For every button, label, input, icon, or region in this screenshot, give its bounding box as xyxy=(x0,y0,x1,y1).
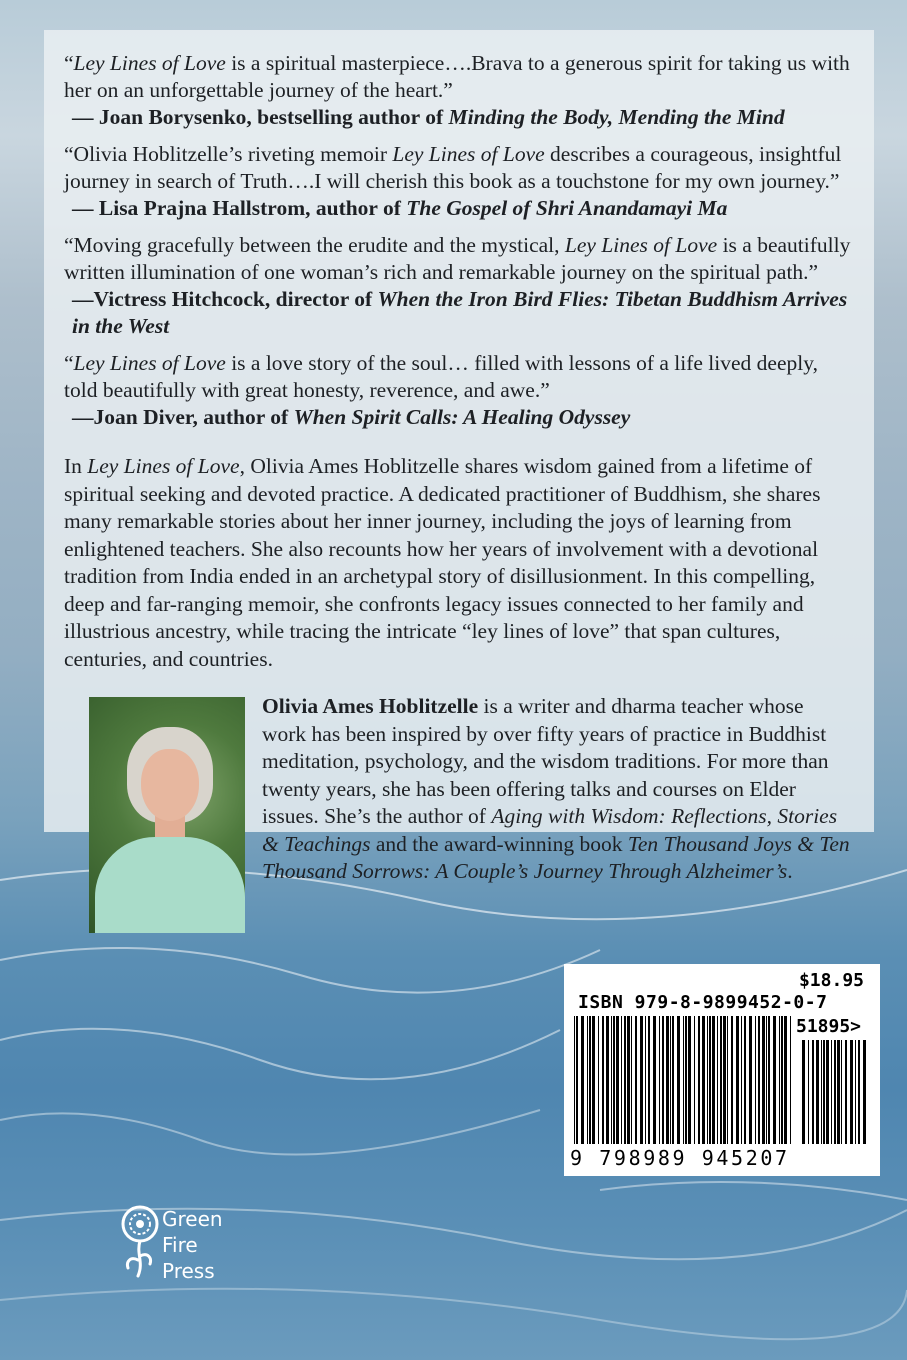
price-label: $18.95 xyxy=(798,970,864,991)
barcode-bar xyxy=(858,1040,860,1144)
barcode-bar xyxy=(834,1040,836,1144)
barcode-bar xyxy=(587,1016,588,1144)
isbn-label: ISBN 979-8-9899452-0-7 xyxy=(578,992,828,1013)
book-description-title: Ley Lines of Love xyxy=(87,454,240,478)
ean-digits: 9 798989 945207 xyxy=(570,1146,790,1170)
barcode-bar xyxy=(790,1016,791,1144)
barcode-bar xyxy=(727,1016,728,1144)
barcode-bar xyxy=(755,1016,756,1144)
barcode-bar xyxy=(712,1016,715,1144)
barcode-bar xyxy=(627,1016,630,1144)
barcode-bar xyxy=(698,1016,700,1144)
barcode-bar xyxy=(826,1040,829,1144)
barcode-bar xyxy=(688,1016,691,1144)
barcode-bar xyxy=(694,1016,695,1144)
quote-2: “Olivia Hoblitzelle’s riveting memoir Ley Lines of Love describes a courageous, insightful journey in search of Truth….I will cherish this book as a touchstone for my own journey.” — Lisa Prajna Hallstrom, author of The Gospel of Shri Anandamayi Ma xyxy=(64,141,852,222)
barcode-bar xyxy=(731,1016,733,1144)
barcode-bar xyxy=(592,1016,595,1144)
barcode-bar xyxy=(709,1016,711,1144)
author-photo xyxy=(89,697,245,933)
quote-4-title: Ley Lines of Love xyxy=(73,351,226,375)
bio-book-2: Ten Thousand Joys & Ten Thousand Sorrows: A Couple’s Journey Through Alzheimer’s xyxy=(262,831,850,883)
barcode-bar xyxy=(672,1016,674,1144)
price-addon-label: 51895> xyxy=(796,1016,862,1037)
barcode-bar xyxy=(768,1016,770,1144)
bio-book-1: Aging with Wisdom: Reflections, Stories & Teachings xyxy=(262,804,838,856)
barcode-bar xyxy=(823,1040,825,1144)
quote-1-attribution: — Joan Borysenko, bestselling author of Minding the Body, Mending the Mind xyxy=(72,105,785,129)
barcode-bar xyxy=(621,1016,622,1144)
barcode-bar xyxy=(766,1016,767,1144)
ean-barcode xyxy=(574,1016,796,1144)
barcode-bar xyxy=(773,1016,776,1144)
barcode-bar xyxy=(749,1016,752,1144)
barcode-bar xyxy=(808,1040,809,1144)
quote-1-title: Ley Lines of Love xyxy=(73,51,226,75)
barcode-bar xyxy=(666,1016,669,1144)
barcode-bar xyxy=(598,1016,599,1144)
barcode-bar xyxy=(640,1016,643,1144)
barcode-bar xyxy=(744,1016,746,1144)
barcode-bar xyxy=(653,1016,656,1144)
publisher-name xyxy=(162,1206,223,1284)
barcode-bar xyxy=(784,1016,787,1144)
quote-4-text: is a love story of the soul… filled with lessons of a life lived deeply, told beautifully with great honesty, reverence, and awe.” xyxy=(64,351,818,402)
book-description: In Ley Lines of Love, Olivia Ames Hoblitzelle shares wisdom gained from a lifetime of spiritual seeking and devoted practice. A dedicated practitioner of Buddhism, she shares many remarkable stories about her inner journey, including the joys of learning from enlightened teachers. She also recounts how her years of involvement with a devotional tradition from India ended in an archetypal story of disillusionment. In this compelling, deep and far-ranging memoir, she confronts legacy issues connected to her family and illustrious ancestry, while tracing the intricate “ley lines of love” that span cultures, centuries, and countries. xyxy=(64,454,821,671)
quote-2-text: describes a courageous, insightful journey in search of Truth….I will cherish this book as a touchstone for my own journey.” xyxy=(64,142,842,193)
barcode-box xyxy=(564,964,880,1176)
barcode-bar xyxy=(850,1040,853,1144)
publisher-line-3: Press xyxy=(162,1259,215,1283)
quote-3-title: Ley Lines of Love xyxy=(564,233,718,257)
addon-barcode xyxy=(802,1040,868,1144)
barcode-bar xyxy=(589,1016,591,1144)
author-bio-text: Olivia Ames Hoblitzelle is a writer and dharma teacher whose work has been inspired by over fifty years of practice in Buddhist meditation, psychology, and the wisdom traditions. For more than twenty years, she has been offering talks and courses on Elder issues. She’s the author of Aging with Wisdom: Reflections, Stories & Teachings and the award-winning book Ten Thousand Joys & Ten Thousand Sorrows: A Couple’s Journey Through Alzheimer’s. xyxy=(262,694,850,883)
barcode-bar xyxy=(635,1016,637,1144)
barcode-bar xyxy=(611,1016,612,1144)
author-bio xyxy=(64,693,852,886)
author-name: Olivia Ames Hoblitzelle xyxy=(262,694,479,718)
publisher-line-1: Green xyxy=(162,1207,223,1231)
barcode-bar xyxy=(845,1040,847,1144)
barcode-bar xyxy=(779,1016,780,1144)
quote-1-text: is a spiritual masterpiece….Brava to a generous spirit for taking us with her on an unforgettable journey of the heart.” xyxy=(64,51,850,102)
quote-3-text: is a beautifully written illumination of one woman’s rich and remarkable journey on the spiritual path.” xyxy=(64,233,851,284)
publisher-line-2: Fire xyxy=(162,1233,198,1257)
barcode-bar xyxy=(707,1016,708,1144)
barcode-bar xyxy=(781,1016,783,1144)
barcode-bar xyxy=(624,1016,626,1144)
barcode-bar xyxy=(831,1040,832,1144)
barcode-bar xyxy=(736,1016,739,1144)
barcode-bar xyxy=(631,1016,632,1144)
barcode-bar xyxy=(741,1016,742,1144)
barcode-bar xyxy=(758,1016,760,1144)
barcode-bar xyxy=(863,1040,866,1144)
quote-3-book: When the Iron Bird Flies: Tibetan Buddhism Arrives in the West xyxy=(72,287,848,338)
barcode-bar xyxy=(762,1016,765,1144)
barcode-bar xyxy=(662,1016,664,1144)
barcode-bar xyxy=(606,1016,609,1144)
quote-3-attribution: —Victress Hitchcock, director of When the Iron Bird Flies: Tibetan Buddhism Arrives in the West xyxy=(72,287,848,338)
barcode-bar xyxy=(677,1016,680,1144)
barcode-bar xyxy=(683,1016,684,1144)
barcode-bar xyxy=(841,1040,842,1144)
quote-2-book: The Gospel of Shri Anandamayi Ma xyxy=(406,196,728,220)
barcode-bar xyxy=(837,1040,840,1144)
barcode-bar xyxy=(821,1040,822,1144)
barcode-bar xyxy=(616,1016,619,1144)
quote-4: “Ley Lines of Love is a love story of the soul… filled with lessons of a life lived deeply, told beautifully with great honesty, reverence, and awe.” —Joan Diver, author of When Spirit Calls: A Healing Odyssey xyxy=(64,350,852,431)
quote-1: “Ley Lines of Love is a spiritual masterpiece….Brava to a generous spirit for taking us with her on an unforgettable journey of the heart.” — Joan Borysenko, bestselling author of Minding the Body, Mending the Mind xyxy=(64,50,852,131)
barcode-bar xyxy=(648,1016,650,1144)
barcode-bar xyxy=(855,1040,856,1144)
barcode-bar xyxy=(602,1016,604,1144)
barcode-bar xyxy=(702,1016,705,1144)
text-panel xyxy=(44,30,874,883)
quote-2-attribution: — Lisa Prajna Hallstrom, author of The Gospel of Shri Anandamayi Ma xyxy=(72,196,728,220)
barcode-bar xyxy=(685,1016,687,1144)
barcode-bar xyxy=(670,1016,671,1144)
barcode-bar xyxy=(802,1040,805,1144)
quote-4-book: When Spirit Calls: A Healing Odyssey xyxy=(293,405,631,429)
barcode-bar xyxy=(816,1040,819,1144)
barcode-bar xyxy=(812,1040,814,1144)
quote-3: “Moving gracefully between the erudite and the mystical, Ley Lines of Love is a beautifully written illumination of one woman’s rich and remarkable journey on the spiritual path.” —Victress Hitchcock, director of When the Iron Bird Flies: Tibetan Buddhism Arrives in the West xyxy=(64,233,851,338)
quote-4-attribution: —Joan Diver, author of When Spirit Calls: A Healing Odyssey xyxy=(72,405,631,429)
barcode-bar xyxy=(659,1016,660,1144)
barcode-bar xyxy=(720,1016,722,1144)
barcode-bar xyxy=(574,1016,575,1144)
barcode-bar xyxy=(717,1016,718,1144)
barcode-bar xyxy=(581,1016,584,1144)
barcode-bar xyxy=(576,1016,578,1144)
barcode-bar xyxy=(723,1016,726,1144)
quote-1-book: Minding the Body, Mending the Mind xyxy=(448,105,785,129)
barcode-bar xyxy=(613,1016,615,1144)
barcode-bar xyxy=(645,1016,646,1144)
quote-2-title: Ley Lines of Love xyxy=(392,142,545,166)
